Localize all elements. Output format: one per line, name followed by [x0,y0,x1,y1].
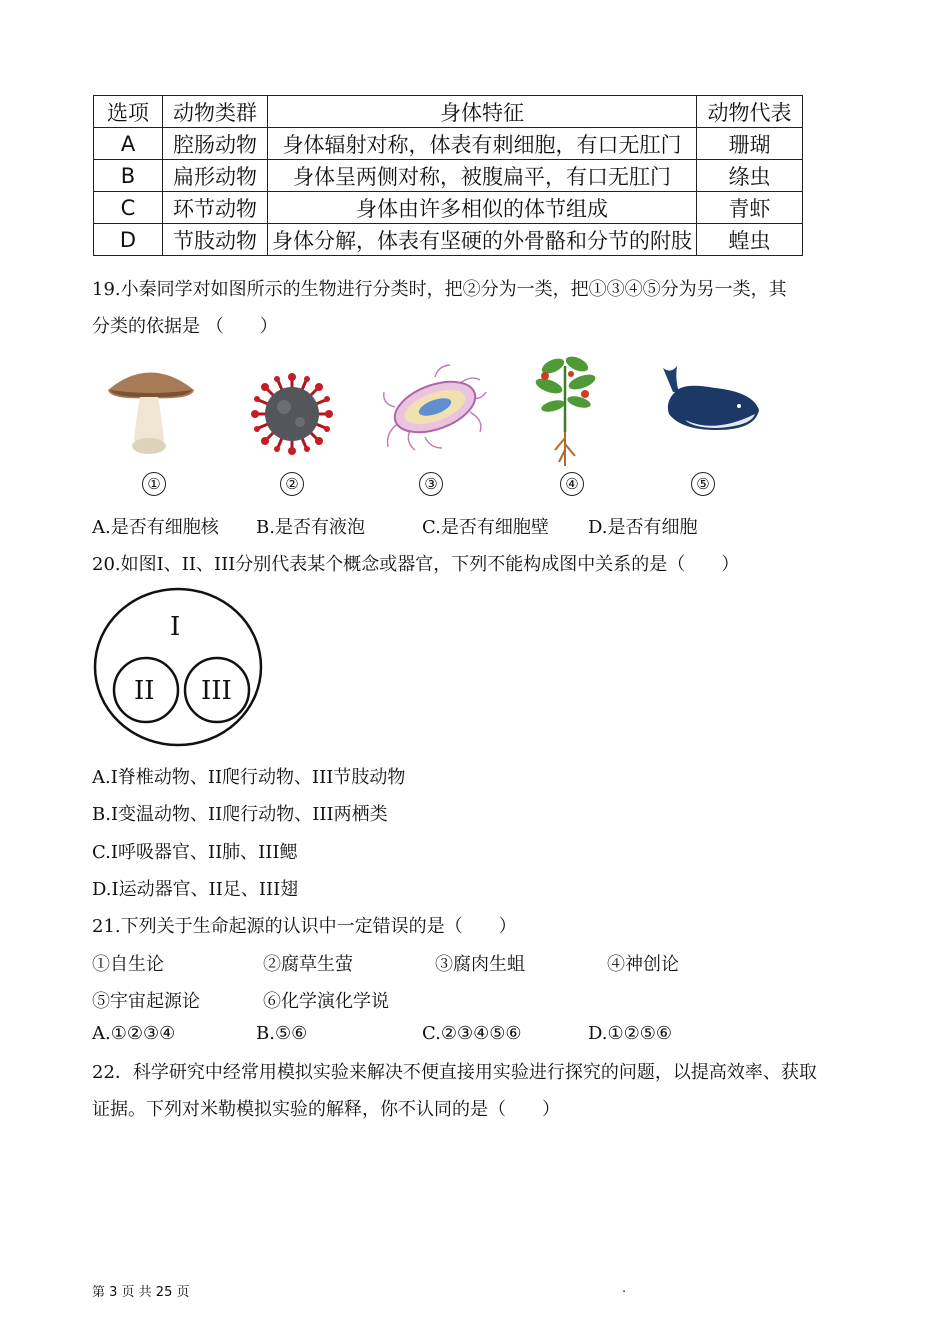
venn-label-outer: I [170,612,181,642]
table-header: 身体特征 [268,96,697,128]
table-cell: 身体呈两侧对称，被腹扁平，有口无肛门 [268,160,697,192]
q19-option: A.是否有细胞核 [92,517,219,538]
table-cell: D [94,224,163,256]
table-cell: 腔肠动物 [163,128,268,160]
q21-item: ②腐草生萤 [263,954,353,975]
q22-stem-line2: 证据。下列对米勒模拟实验的解释，你不认同的是（ ） [92,1099,560,1120]
q22-stem-line1: 22．科学研究中经常用模拟实验来解决不便直接用实验进行探究的问题，以提高效率、获取 [92,1062,817,1083]
organism-label: ① [142,472,166,496]
organism-label: ② [280,472,304,496]
table-header-row [94,96,803,128]
venn-diagram [92,585,267,750]
q21-item: ⑤宇宙起源论 [92,991,200,1012]
table-header: 动物代表 [697,96,803,128]
q21-option: B.⑤⑥ [256,1023,308,1044]
q19-option: B.是否有液泡 [256,517,365,538]
q21-item: ⑥化学演化学说 [263,991,389,1012]
q20-stem: 20.如图I、II、III分别代表某个概念或器官，下列不能构成图中关系的是（ ） [92,554,740,575]
q19-stem-line2: 分类的依据是 （ ） [92,316,278,337]
organism-label: ④ [560,472,584,496]
table-cell: 身体辐射对称，体表有刺细胞，有口无肛门 [268,128,697,160]
table-cell: 身体分解，体表有坚硬的外骨骼和分节的附肢 [268,224,697,256]
plant-seedling-icon [525,354,605,469]
organism-label: ③ [419,472,443,496]
table-cell: 蝗虫 [697,224,803,256]
table-cell: 青虾 [697,192,803,224]
q21-option: A.①②③④ [92,1023,176,1044]
table-cell: 珊瑚 [697,128,803,160]
table-header: 动物类群 [163,96,268,128]
table-row [94,160,803,192]
q21-option: C.②③④⑤⑥ [422,1023,522,1044]
mushroom-icon [100,360,200,460]
footer-dot: . [622,1281,627,1296]
q21-item: ③腐肉生蛆 [435,954,525,975]
q20-option: A.I脊椎动物、II爬行动物、III节肢动物 [92,767,406,788]
q19-option: D.是否有细胞 [588,517,698,538]
q21-stem: 21.下列关于生命起源的认识中一定错误的是（ ） [92,916,517,937]
table-row [94,192,803,224]
table-cell: A [94,128,163,160]
table-cell: 身体由许多相似的体节组成 [268,192,697,224]
q21-item: ①自生论 [92,954,164,975]
q21-item: ④神创论 [607,954,679,975]
q20-option: B.I变温动物、II爬行动物、III两栖类 [92,804,388,825]
table-cell: 扁形动物 [163,160,268,192]
virus-icon [250,372,334,456]
q19-option: C.是否有细胞壁 [422,517,549,538]
table-cell: 节肢动物 [163,224,268,256]
animal-groups-table [93,95,803,256]
bacterium-icon [380,362,490,452]
venn-label-left: II [134,676,155,706]
table-cell: 环节动物 [163,192,268,224]
q21-option: D.①②⑤⑥ [588,1023,673,1044]
table-header: 选项 [94,96,163,128]
table-row [94,224,803,256]
q20-option: C.I呼吸器官、II肺、III鳃 [92,842,298,863]
table-cell: 绦虫 [697,160,803,192]
table-cell: C [94,192,163,224]
venn-label-right: III [201,676,232,706]
whale-icon [655,362,765,442]
q20-option: D.I运动器官、II足、III翅 [92,879,299,900]
page-number: 第 3 页 共 25 页 [92,1285,190,1300]
table-row [94,128,803,160]
organism-label: ⑤ [691,472,715,496]
table-cell: B [94,160,163,192]
q19-stem-line1: 19.小秦同学对如图所示的生物进行分类时，把②分为一类，把①③④⑤分为另一类，其 [92,279,787,300]
